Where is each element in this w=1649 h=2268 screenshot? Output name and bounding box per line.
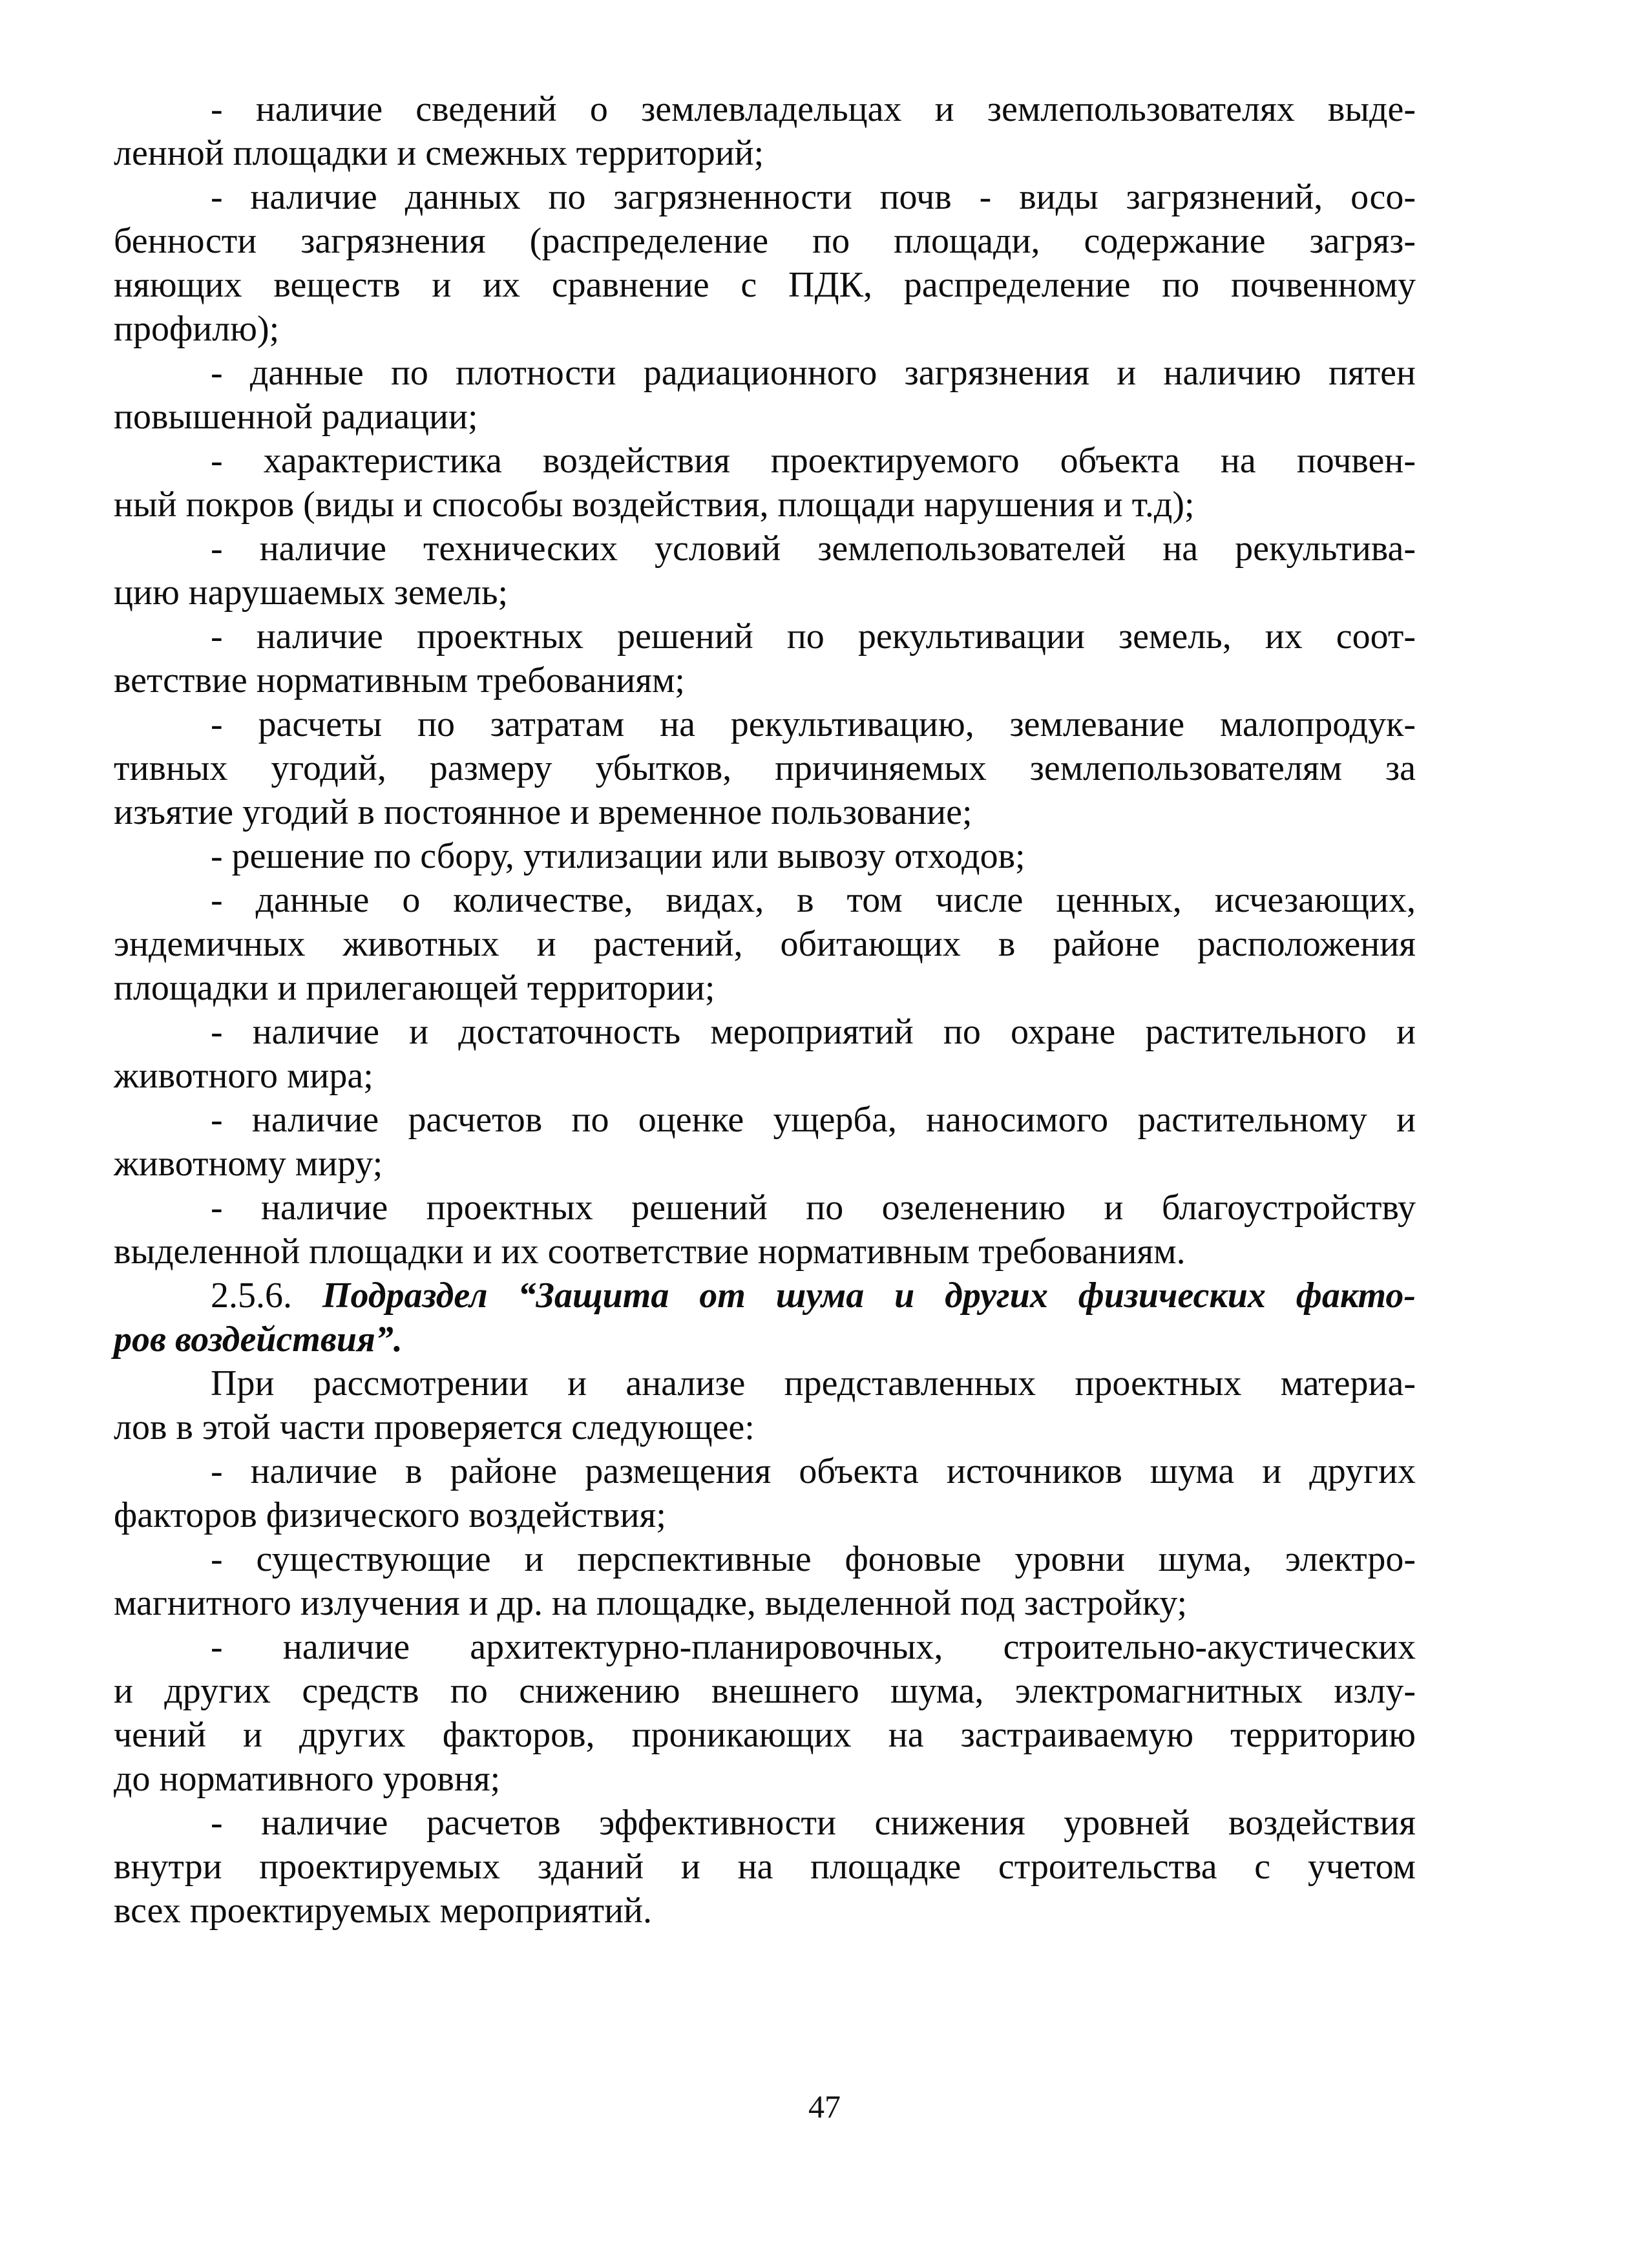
text-line: и других средств по снижению внешнего шума, электромагнитных излу- xyxy=(114,1671,1416,1711)
page-body xyxy=(114,87,1416,1933)
text-line: магнитного излучения и др. на площадке, выделенной под застройку; xyxy=(114,1583,1188,1623)
list-item-soil-pollution xyxy=(114,175,1416,351)
subsection-title-continued: ров воздействия”. xyxy=(114,1319,403,1360)
text-line: - существующие и перспективные фоновые уровни шума, электро- xyxy=(211,1539,1416,1579)
text-line: внутри проектируемых зданий и на площадке строительства с учетом xyxy=(114,1847,1416,1887)
subsection-heading xyxy=(114,1274,1416,1361)
text-line: тивных угодий, размеру убытков, причиняемых землепользователям за xyxy=(114,748,1416,788)
text-line: лов в этой части проверяется следующее: xyxy=(114,1407,755,1447)
text-line: - данные по плотности радиационного загрязнения и наличию пятен xyxy=(211,353,1416,393)
text-line: - наличие технических условий землепользователей на рекультива- xyxy=(211,529,1416,569)
text-line: При рассмотрении и анализе представленных проектных материа- xyxy=(211,1363,1416,1403)
list-item-landscaping xyxy=(114,1186,1416,1274)
text-line: эндемичных животных и растений, обитающих в районе расположения xyxy=(114,924,1416,964)
list-item-noise-reduction-means xyxy=(114,1625,1416,1801)
list-item-soil-impact xyxy=(114,439,1416,527)
page-number: 47 xyxy=(808,2088,841,2125)
text-line: выделенной площадки и их соответствие нормативным требованиям. xyxy=(114,1232,1186,1272)
list-item-protection-measures xyxy=(114,1010,1416,1098)
text-line: ветствие нормативным требованиям; xyxy=(114,660,685,700)
text-line: ленной площадки и смежных территорий; xyxy=(114,133,764,173)
text-line: - решение по сбору, утилизации или вывозу отходов; xyxy=(211,836,1025,876)
text-line: - наличие архитектурно-планировочных, строительно-акустических xyxy=(211,1627,1416,1667)
list-item-recultivation-costs xyxy=(114,702,1416,834)
list-item-technical-conditions xyxy=(114,527,1416,614)
list-item-efficiency-calculations xyxy=(114,1801,1416,1933)
list-item-waste xyxy=(114,834,1416,878)
text-line: - характеристика воздействия проектируемого объекта на почвен- xyxy=(211,441,1416,481)
subsection-number: 2.5.6. xyxy=(211,1276,292,1316)
text-line: повышенной радиации; xyxy=(114,397,478,437)
text-line: профилю); xyxy=(114,309,280,349)
list-item-landowners xyxy=(114,87,1416,175)
text-line: - наличие проектных решений по рекультивации земель, их соот- xyxy=(211,616,1416,656)
text-line: - наличие сведений о землевладельцах и землепользователях выде- xyxy=(211,89,1416,129)
list-item-radiation xyxy=(114,351,1416,439)
text-line: всех проектируемых мероприятий. xyxy=(114,1891,653,1931)
text-line: - наличие в районе размещения объекта источников шума и других xyxy=(211,1451,1416,1491)
list-item-fauna-flora-data xyxy=(114,878,1416,1010)
text-line: - данные о количестве, видах, в том числе ценных, исчезающих, xyxy=(211,880,1416,920)
text-line: - расчеты по затратам на рекультивацию, землевание малопродук- xyxy=(211,704,1416,744)
text-line: чений и других факторов, проникающих на застраиваемую территорию xyxy=(114,1715,1416,1755)
text-line: - наличие проектных решений по озеленению и благоустройству xyxy=(211,1188,1416,1228)
list-item-damage-estimates xyxy=(114,1098,1416,1186)
subsection-heading-line xyxy=(114,1274,1416,1318)
list-item-background-levels xyxy=(114,1537,1416,1625)
text-line: - наличие расчетов по оценке ущерба, наносимого растительному и xyxy=(211,1100,1416,1140)
text-line: - наличие расчетов эффективности снижения уровней воздействия xyxy=(211,1803,1416,1843)
list-item-recultivation-solutions xyxy=(114,614,1416,702)
text-line: цию нарушаемых земель; xyxy=(114,572,509,613)
text-line: бенности загрязнения (распределение по площади, содержание загряз- xyxy=(114,221,1416,261)
text-line: факторов физического воздействия; xyxy=(114,1495,666,1535)
intro-paragraph xyxy=(114,1361,1416,1449)
text-line: няющих веществ и их сравнение с ПДК, распределение по почвенному xyxy=(114,265,1416,305)
list-item-noise-sources xyxy=(114,1449,1416,1537)
text-line: до нормативного уровня; xyxy=(114,1759,501,1799)
text-line: площадки и прилегающей территории; xyxy=(114,968,715,1008)
text-line: изъятие угодий в постоянное и временное пользование; xyxy=(114,792,972,832)
text-line: ный покров (виды и способы воздействия, площади нарушения и т.д); xyxy=(114,485,1195,525)
text-line: - наличие данных по загрязненности почв - виды загрязнений, осо- xyxy=(211,177,1416,217)
text-line: животного мира; xyxy=(114,1056,373,1096)
text-line: животному миру; xyxy=(114,1144,383,1184)
subsection-title: Подраздел “Защита от шума и других физических факто- xyxy=(322,1276,1416,1316)
text-line: - наличие и достаточность мероприятий по охране растительного и xyxy=(211,1012,1416,1052)
